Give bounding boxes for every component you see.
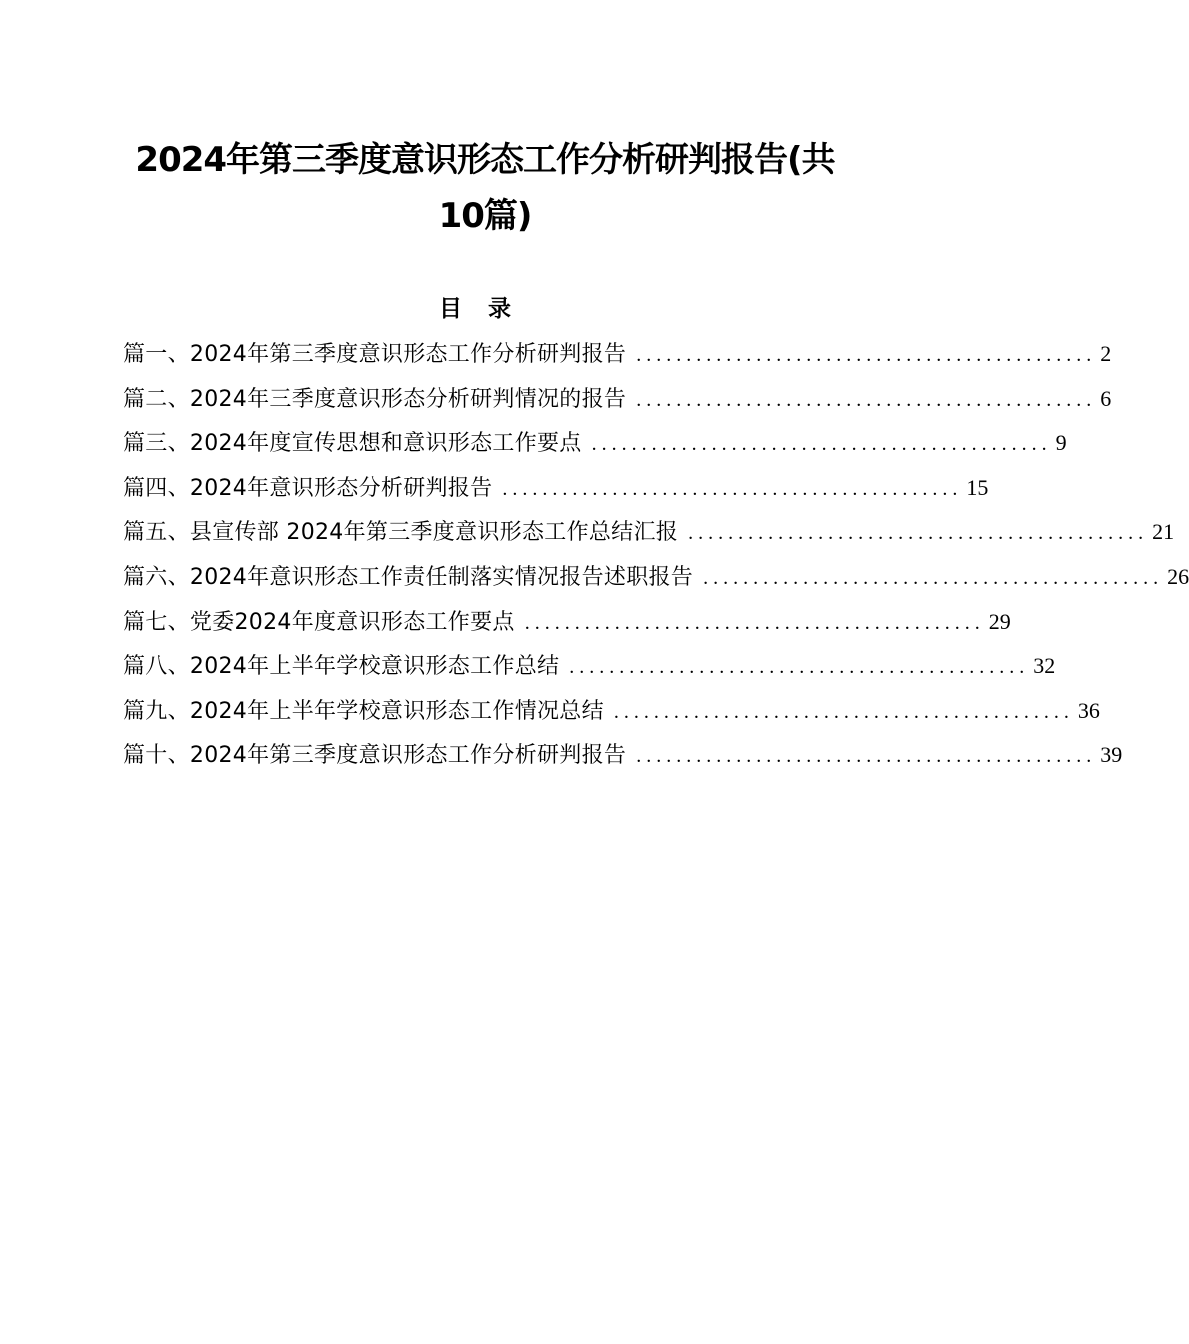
toc-entry[interactable] [123,738,1123,783]
toc-heading: 目录 [439,296,537,322]
toc-leader-dots: .............................................. [613,700,1074,723]
toc-entry[interactable] [123,560,1189,605]
toc-entry-label: 篇八、2024年上半年学校意识形态工作总结 [123,654,560,680]
toc-entry[interactable] [123,471,989,516]
toc-leader-dots: .............................................. [636,388,1097,411]
toc-entry-page: 2 [1100,341,1112,366]
toc-leader-dots: .............................................. [524,611,985,634]
toc-entry[interactable] [123,605,1011,650]
toc-leader-dots: .............................................. [636,344,1097,366]
table-of-contents [123,337,1189,783]
toc-entry-page: 15 [966,474,989,500]
toc-leader-dots: .............................................. [703,566,1164,589]
document-title-line-2: 10篇) [438,196,532,236]
toc-entry-label: 篇三、2024年度宣传思想和意识形态工作要点 [123,431,582,457]
toc-leader-dots: .............................................. [636,745,1097,768]
toc-leader-dots: .............................................. [569,656,1030,679]
toc-entry[interactable] [123,649,1056,694]
toc-entry-label: 篇二、2024年三季度意识形态分析研判情况的报告 [123,386,627,412]
toc-leader-dots: .............................................. [502,477,963,500]
toc-entry-page: 39 [1100,742,1123,768]
toc-entry-label: 篇五、县宣传部 2024年第三季度意识形态工作总结汇报 [123,520,679,546]
toc-entry-label: 篇四、2024年意识形态分析研判报告 [123,475,493,501]
toc-entry-label: 篇七、党委2024年度意识形态工作要点 [123,609,515,635]
toc-entry-page: 9 [1055,430,1067,456]
toc-entry[interactable] [123,426,1067,471]
toc-entry-page: 36 [1077,697,1100,723]
document-title-line-1: 2024年第三季度意识形态工作分析研判报告(共 [135,140,835,180]
toc-entry-label: 篇十、2024年第三季度意识形态工作分析研判报告 [123,743,627,769]
toc-entry[interactable] [123,382,1112,427]
toc-leader-dots: .............................................. [591,433,1052,456]
toc-entry-label: 篇九、2024年上半年学校意识形态工作情况总结 [123,698,604,724]
toc-entry-page: 26 [1167,563,1189,589]
toc-entry-page: 29 [988,608,1011,634]
toc-entry[interactable] [123,337,1112,382]
toc-entry-page: 6 [1100,385,1112,411]
toc-entry-label: 篇六、2024年意识形态工作责任制落实情况报告述职报告 [123,564,694,590]
toc-leader-dots: .............................................. [688,522,1149,545]
toc-entry-page: 32 [1033,653,1056,679]
toc-entry-label: 篇一、2024年第三季度意识形态工作分析研判报告 [123,342,627,367]
toc-entry-page: 21 [1152,519,1175,545]
toc-entry[interactable] [123,694,1100,739]
toc-entry[interactable] [123,515,1175,560]
